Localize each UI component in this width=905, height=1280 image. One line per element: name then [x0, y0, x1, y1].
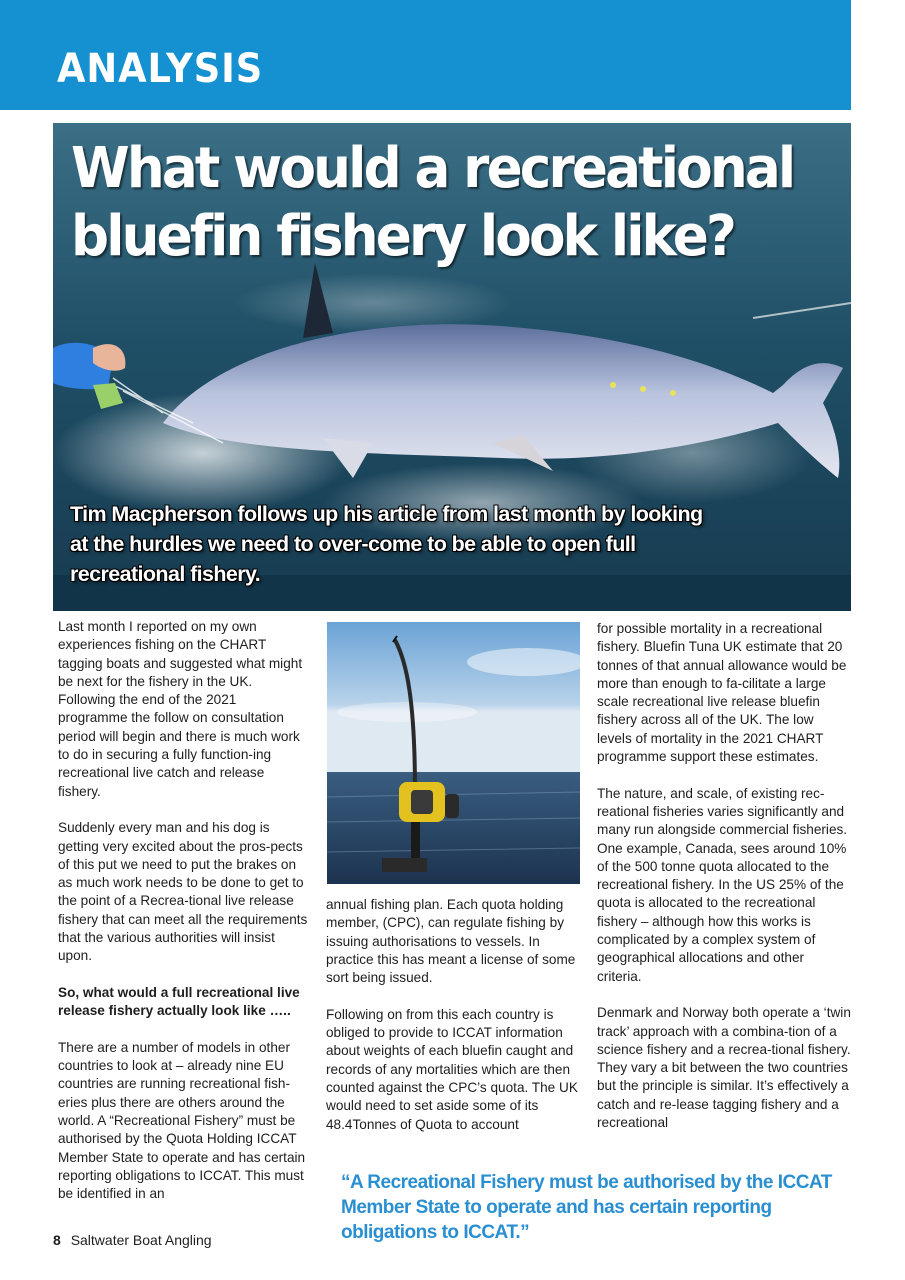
- article-title: What would a recreational bluefin fishery look like?: [71, 136, 794, 269]
- page-number: 8: [53, 1232, 61, 1248]
- page-footer: [53, 1232, 212, 1248]
- subheading: So, what would a full recreational live release fishery actually look like …..: [58, 984, 300, 1019]
- body-paragraph: Last month I reported on my own experiences fishing on the CHART tagging boats and suggested what might be next for the fishery in the UK. Following the end of the 2021 programme the follow on consultation period will begin and there is much work to do in securing a fully function-ing recreational live catch and release fishery.: [58, 619, 303, 799]
- fishing-rod-illustration: [327, 622, 580, 884]
- body-paragraph: There are a number of models in other countries to look at – already nine EU countries are running recreational fish-eries plus there are others around the world. A “Recreational Fishery” must be authorised by the Quota Holding ICCAT Member State to operate and has certain reporting obligations to ICCAT. This must be identified in an: [58, 1039, 306, 1202]
- fishing-rod-photo: [327, 622, 580, 884]
- section-label: ANALYSIS: [57, 46, 264, 92]
- section-header-bar: [0, 0, 851, 110]
- body-paragraph: Following on from this each country is obliged to provide to ICCAT information about weights of each bluefin caught and records of any mortalities which are then counted against the CPC’s quota. The UK would need to set aside some of its 48.4Tonnes of Quota to account: [326, 1006, 578, 1132]
- body-paragraph: The nature, and scale, of existing rec-reational fisheries varies significantly and many run alongside commercial fisheries. One example, Canada, sees around 10% of the 500 tonne quota allocated to the recreational fishery. In the US 25% of the quota is allocated to the recreational fishery – although how this works is complicated by a complex system of geographical allocations and other criteria.: [597, 785, 848, 984]
- body-column-1: [58, 618, 308, 1222]
- article-standfirst: Tim Macpherson follows up his article from last month by looking at the hurdles we need to over-come to be able to open full recreational fishery.: [70, 502, 703, 586]
- body-paragraph: Denmark and Norway both operate a ‘twin track’ approach with a combina-tion of a science fishery and a recrea-tional fishery. They vary a bit between the two countries but the principle is similar. It’s effectively a catch and re-lease tagging fishery and a recreational: [597, 1005, 851, 1131]
- body-paragraph: annual fishing plan. Each quota holding member, (CPC), can regulate fishing by issuing authorisations to vessels. In practice this has meant a license of some sort being issued.: [326, 897, 576, 986]
- body-column-2: [326, 896, 582, 1152]
- publication-name: Saltwater Boat Angling: [70, 1232, 212, 1248]
- pull-quote: “A Recreational Fishery must be authorised by the ICCAT Member State to operate and has certain reporting obligations to ICCAT.”: [341, 1172, 832, 1243]
- body-column-3: [597, 620, 851, 1132]
- body-paragraph: Suddenly every man and his dog is getting very excited about the pros-pects of this put we need to put the brakes on as much work needs to be done to get to the point of a Recrea-tional live release fishery that can meet all the requirements that the various authorities will insist upon.: [58, 820, 308, 964]
- hero-photo-tuna: [53, 123, 851, 611]
- body-paragraph: for possible mortality in a recreational fishery. Bluefin Tuna UK estimate that 20 tonnes of that annual allowance would be more than enough to fa-cilitate a large scale recreational live release bluefin fishery across all of the UK. The low levels of mortality in the 2021 CHART programme support these estimates.: [597, 621, 847, 765]
